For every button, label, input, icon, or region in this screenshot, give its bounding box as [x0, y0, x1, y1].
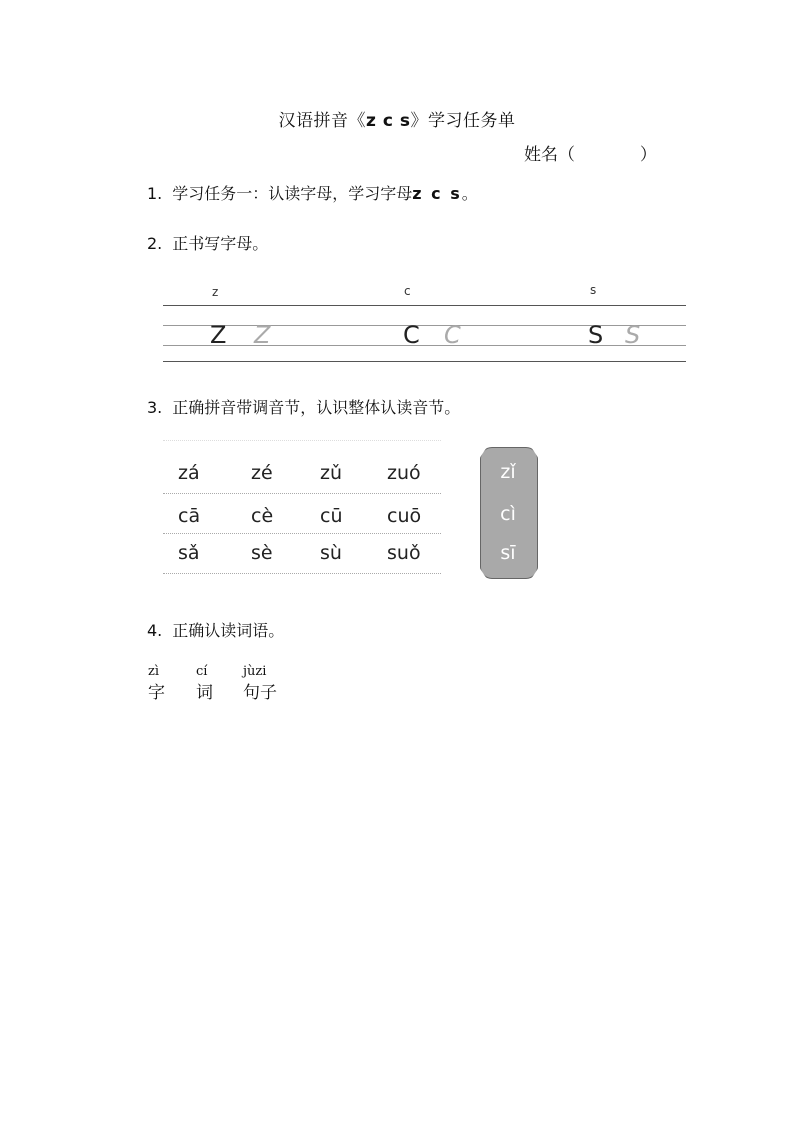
page-title: [0, 106, 794, 131]
small-letter-s: s: [590, 283, 597, 297]
table-top-line: [163, 440, 441, 441]
task-2-text: 正书写字母。: [172, 234, 269, 253]
task-4-text: 正确认读词语。: [172, 621, 285, 640]
title-suffix: 》学习任务单: [410, 111, 516, 131]
syllable: cū: [320, 505, 343, 527]
task-2: [147, 231, 268, 254]
task-1: [147, 181, 478, 204]
task-3-text: 正确拼音带调音节，认识整体认读音节。: [172, 398, 461, 417]
task-1-end: 。: [461, 184, 478, 203]
syllable: suǒ: [387, 542, 421, 564]
writing-line-lower: [163, 345, 686, 346]
task-1-letters: z c s: [412, 184, 462, 203]
syllable: zuó: [387, 462, 421, 484]
task-4: [147, 618, 284, 641]
big-letter-z: Z: [210, 321, 227, 349]
syllable: sè: [251, 542, 273, 564]
task-1-number: 1.: [147, 184, 163, 203]
word-pinyin: cí: [196, 664, 208, 679]
whole-syllable: zǐ: [500, 461, 516, 483]
small-letter-c: c: [404, 284, 411, 298]
word-hanzi: 句子: [243, 683, 277, 703]
task-3: [147, 395, 460, 418]
writing-line-top: [163, 305, 686, 306]
syllable: sǎ: [178, 542, 200, 564]
task-2-number: 2.: [147, 234, 163, 253]
writing-line-upper: [163, 325, 686, 326]
syllable: zá: [178, 462, 200, 484]
whole-syllable: cì: [500, 503, 516, 525]
task-4-number: 4.: [147, 621, 163, 640]
syllable: zǔ: [320, 462, 343, 484]
whole-syllable: sī: [500, 542, 516, 564]
table-row-divider: [163, 533, 441, 534]
task-1-text: 学习任务一：认读字母，学习字母: [172, 184, 413, 203]
word-hanzi: 词: [196, 683, 213, 703]
syllable: sù: [320, 542, 342, 564]
word-pinyin: zì: [148, 664, 160, 679]
task-3-number: 3.: [147, 398, 163, 417]
table-row-divider: [163, 493, 441, 494]
name-field[interactable]: 姓名（ ）: [524, 145, 657, 165]
writing-line-bottom: [163, 361, 686, 362]
trace-letter-s: S: [625, 321, 641, 349]
word-pinyin: jùzi: [243, 664, 267, 679]
table-row-divider: [163, 573, 441, 574]
syllable: zé: [251, 462, 273, 484]
title-letters: z c s: [366, 111, 411, 131]
title-prefix: 汉语拼音《: [278, 111, 367, 131]
syllable: cā: [178, 505, 201, 527]
small-letter-z: z: [212, 285, 219, 299]
word-hanzi: 字: [148, 683, 165, 703]
big-letter-s: S: [588, 321, 604, 349]
syllable: cuō: [387, 505, 422, 527]
big-letter-c: C: [403, 321, 420, 349]
syllable: cè: [251, 505, 274, 527]
trace-letter-c: C: [444, 321, 461, 349]
trace-letter-z: Z: [254, 321, 271, 349]
